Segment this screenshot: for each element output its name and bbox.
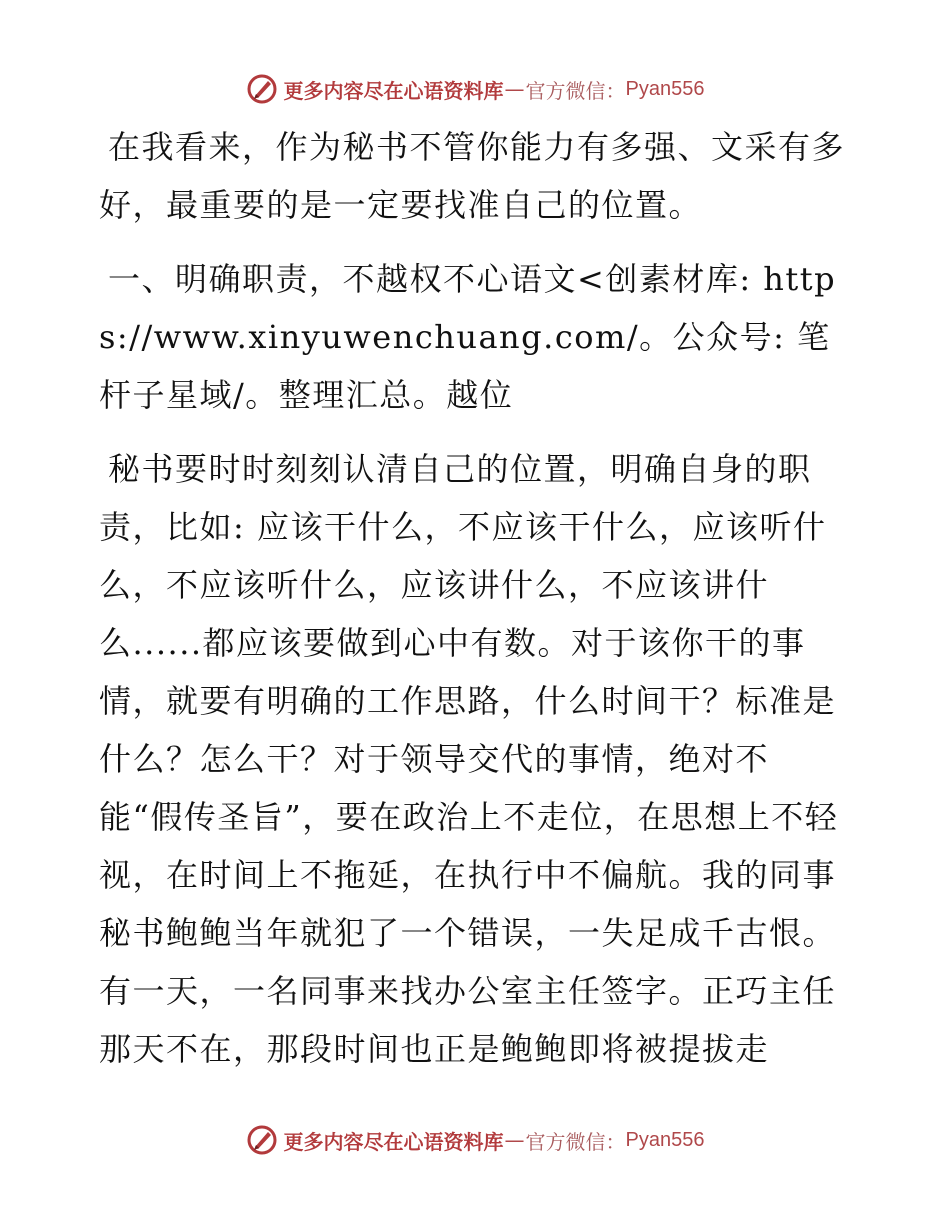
paragraph-3: 秘书要时时刻刻认清自己的位置，明确自身的职责，比如: 应该干什么，不应该干什么，应该听什么，不应该听什么，应该讲什么，不应该讲什么......都应该要做到心中有数。对于该你干的事情，就要有明确的工作思路，什么时间干？标准是什么？怎么干？对于领导交代的事情，绝对不能“假传圣旨”，要在政治上不走位，在思想上不轻视，在时间上不拖延，在执行中不偏航。我的同事秘书鲍鲍当年就犯了一个错误，一失足成千古恨。有一天，一名同事来找办公室主任签字。正巧主任那天不在，那段时间也正是鲍鲍即将被提拔走 xyxy=(99,450,839,1068)
paragraph-1: 在我看来，作为秘书不管你能力有多强、文采有多好，最重要的是一定要找准自己的位置。 xyxy=(99,128,846,224)
header-wechat-label: 官方微信： xyxy=(525,78,626,103)
header-separator: — xyxy=(504,77,525,101)
footer-wechat-label: 官方微信： xyxy=(525,1129,626,1154)
document-body xyxy=(99,118,851,1078)
footer-banner xyxy=(0,1120,950,1160)
footer-separator: — xyxy=(504,1128,525,1152)
footer-brand: 更多内容尽在心语资料库 xyxy=(283,1129,504,1154)
quill-pen-icon xyxy=(246,1124,278,1156)
header-brand: 更多内容尽在心语资料库 xyxy=(283,78,504,103)
paragraph-2: 一、明确职责，不越权不心语文<创素材库: https://www.xinyuwenchuang.com/。公众号: 笔杆子星域/。整理汇总。越位 xyxy=(99,260,837,414)
quill-pen-icon xyxy=(246,73,278,105)
footer-wechat-handle: Pyan556 xyxy=(625,1128,705,1151)
header-wechat-handle: Pyan556 xyxy=(625,77,705,100)
header-banner xyxy=(0,69,950,109)
